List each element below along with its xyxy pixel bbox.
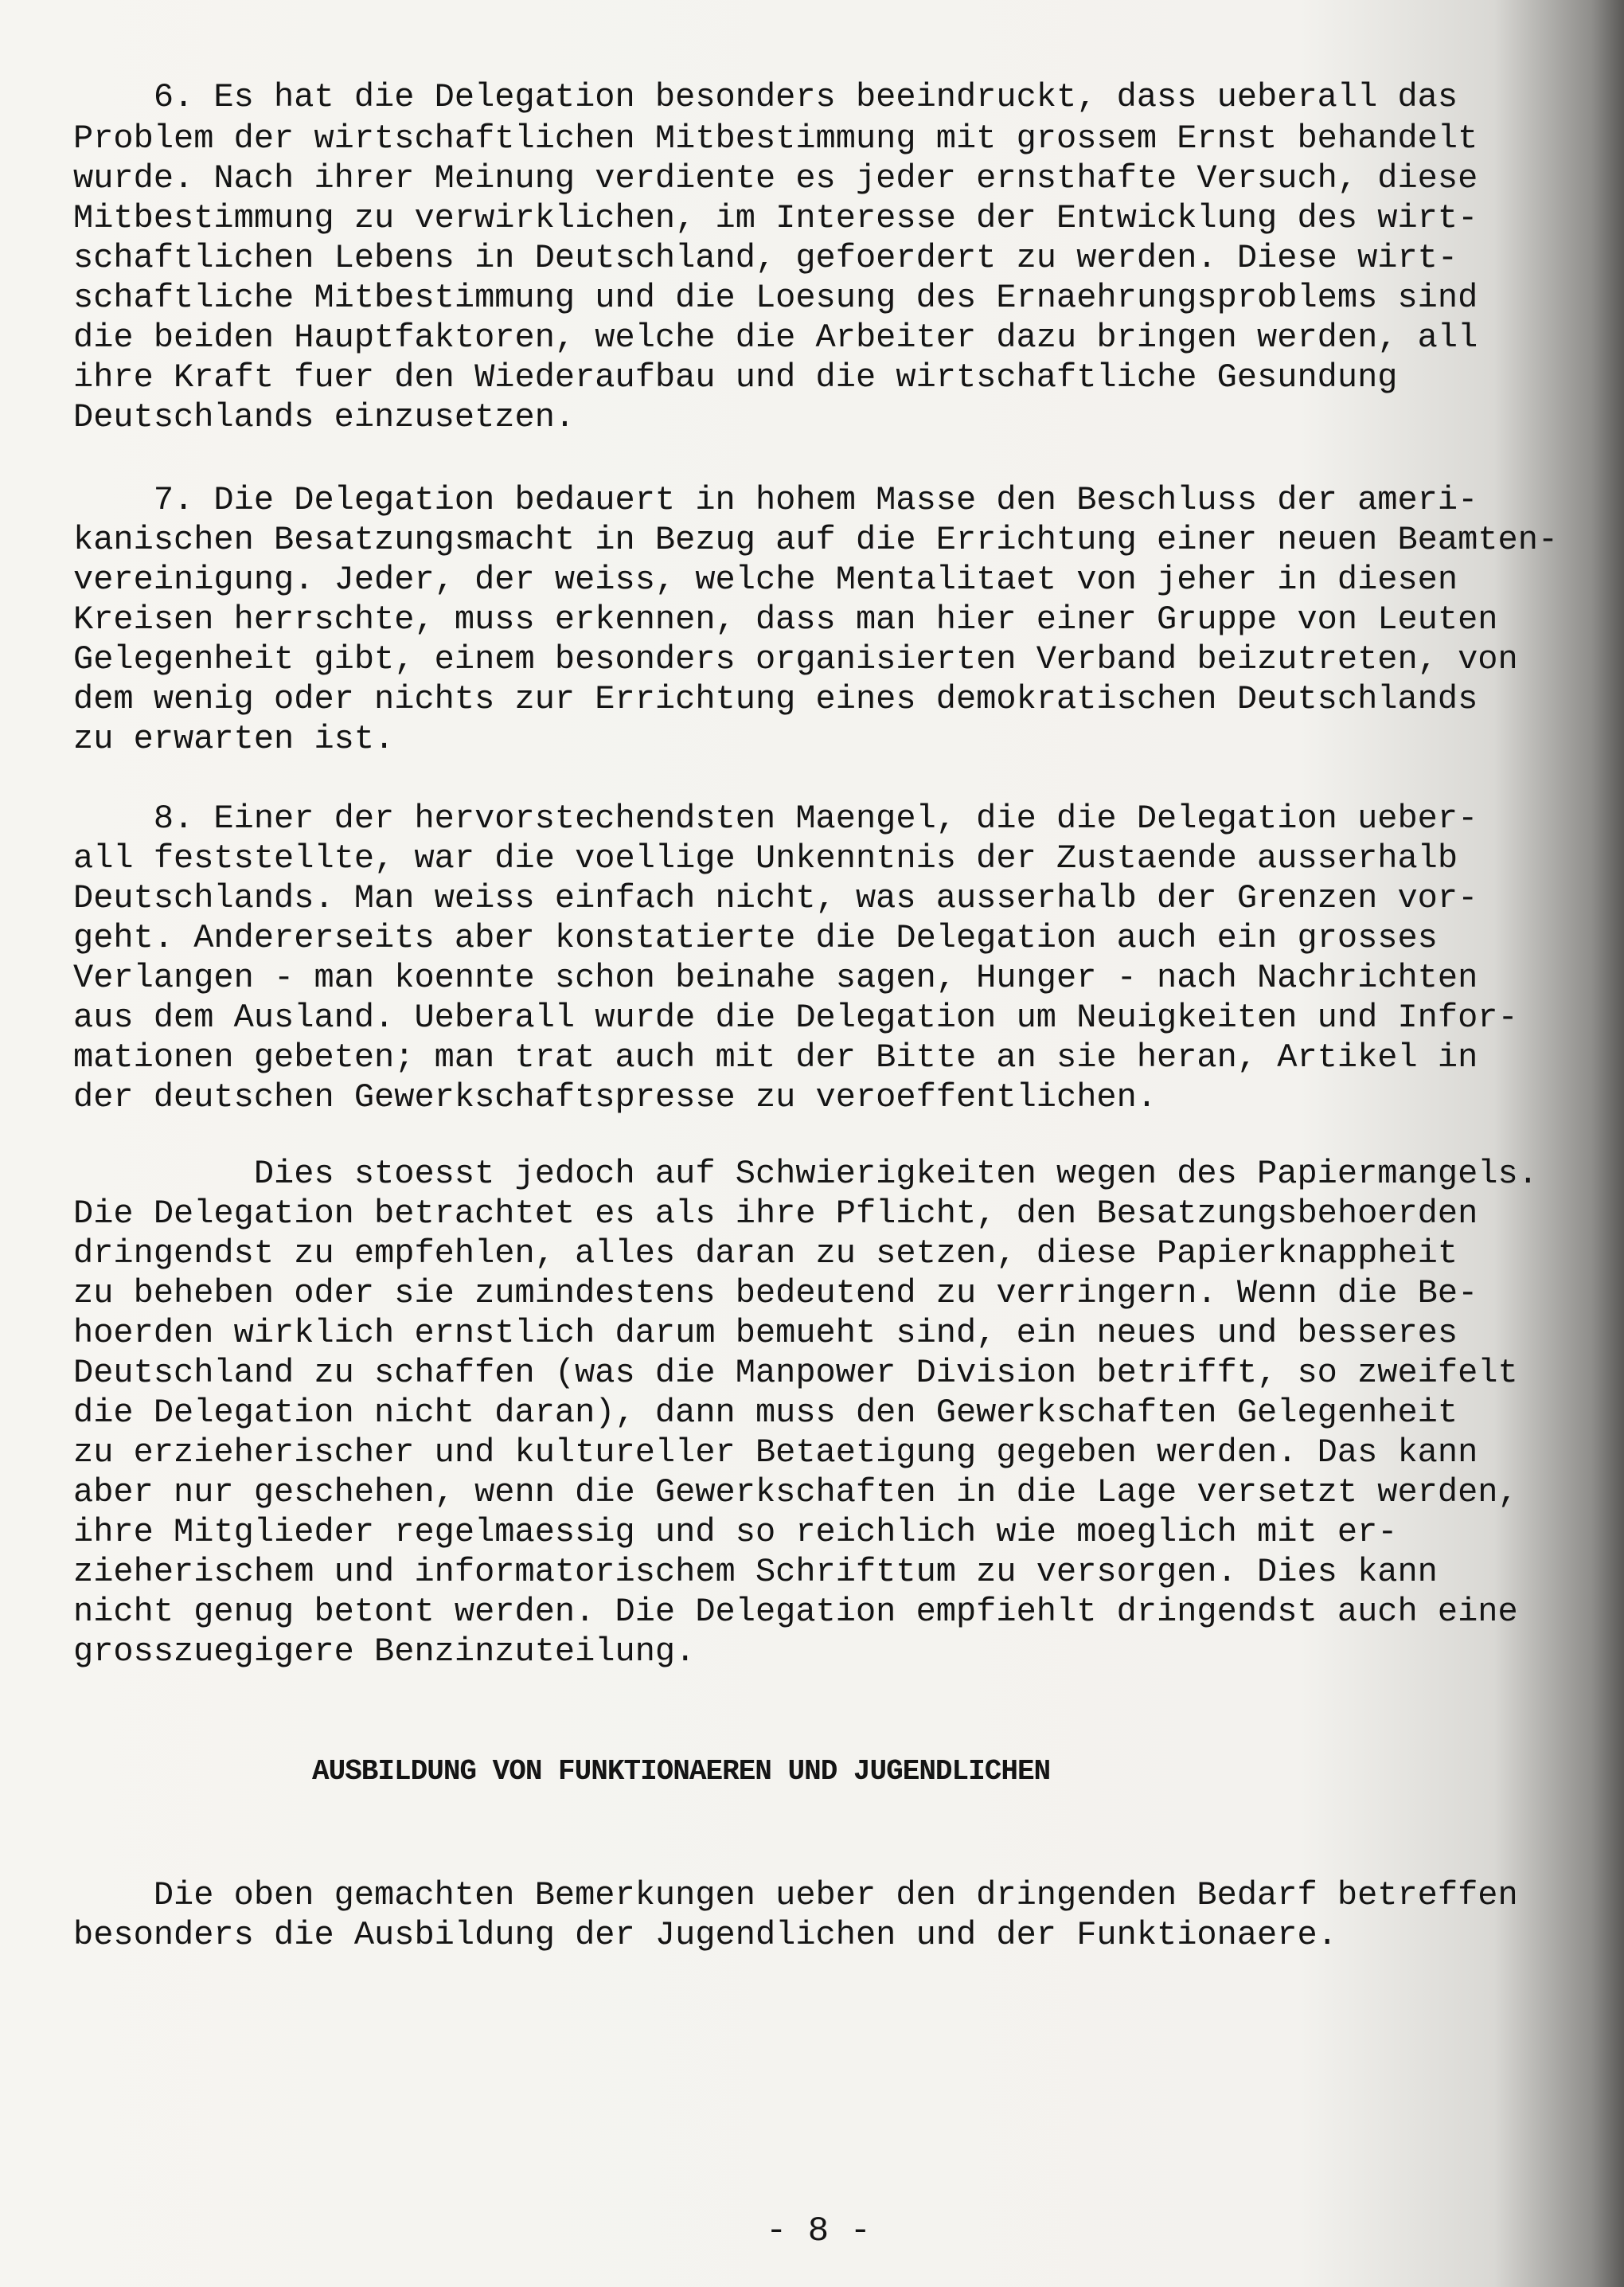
text-line: Die oben gemachten Bemerkungen ueber den dringenden Bedarf betreffen: [73, 1876, 1518, 1914]
section-heading: AUSBILDUNG VON FUNKTIONAEREN UND JUGENDLICHEN: [312, 1755, 1051, 1788]
text-line: geht. Andererseits aber konstatierte die Delegation auch ein grosses: [73, 919, 1438, 957]
text-line: dringendst zu empfehlen, alles daran zu setzen, diese Papierknappheit: [73, 1234, 1458, 1273]
text-line: Deutschlands. Man weiss einfach nicht, was ausserhalb der Grenzen vor-: [73, 879, 1478, 917]
text-line: ihre Kraft fuer den Wiederaufbau und die wirtschaftliche Gesundung: [73, 358, 1398, 397]
text-line: aus dem Ausland. Ueberall wurde die Delegation um Neuigkeiten und Infor-: [73, 999, 1518, 1037]
text-line: Deutschland zu schaffen (was die Manpower Division betrifft, so zweifelt: [73, 1354, 1518, 1392]
text-line: mationen gebeten; man trat auch mit der Bitte an sie heran, Artikel in: [73, 1038, 1478, 1077]
text-line: aber nur geschehen, wenn die Gewerkschaften in die Lage versetzt werden,: [73, 1473, 1518, 1511]
text-line: all feststellte, war die voellige Unkenntnis der Zustaende ausserhalb: [73, 839, 1458, 878]
text-line: Gelegenheit gibt, einem besonders organisierten Verband beizutreten, von: [73, 640, 1518, 678]
text-line: kanischen Besatzungsmacht in Bezug auf die Errichtung einer neuen Beamten-: [73, 521, 1559, 559]
text-line: Dies stoesst jedoch auf Schwierigkeiten wegen des Papiermangels.: [73, 1155, 1538, 1193]
text-line: Kreisen herrschte, muss erkennen, dass man hier einer Gruppe von Leuten: [73, 600, 1498, 639]
text-line: zu beheben oder sie zumindestens bedeutend zu verringern. Wenn die Be-: [73, 1274, 1478, 1312]
text-line: Mitbestimmung zu verwirklichen, im Interesse der Entwicklung des wirt-: [73, 199, 1478, 237]
text-line: die Delegation nicht daran), dann muss den Gewerkschaften Gelegenheit: [73, 1394, 1458, 1432]
text-line: besonders die Ausbildung der Jugendlichen und der Funktionaere.: [73, 1916, 1337, 1954]
text-line: der deutschen Gewerkschaftspresse zu veroeffentlichen.: [73, 1078, 1157, 1116]
text-line: ihre Mitglieder regelmaessig und so reichlich wie moeglich mit er-: [73, 1513, 1398, 1551]
text-line: vereinigung. Jeder, der weiss, welche Mentalitaet von jeher in diesen: [73, 561, 1458, 599]
page-number: - 8 -: [766, 2211, 872, 2251]
text-line: die beiden Hauptfaktoren, welche die Arbeiter dazu bringen werden, all: [73, 319, 1478, 357]
text-line: schaftlichen Lebens in Deutschland, gefoerdert zu werden. Diese wirt-: [73, 239, 1458, 277]
text-line: wurde. Nach ihrer Meinung verdiente es jeder ernsthafte Versuch, diese: [73, 159, 1478, 197]
text-line: schaftliche Mitbestimmung und die Loesung des Ernaehrungsproblems sind: [73, 279, 1478, 317]
text-line: Problem der wirtschaftlichen Mitbestimmung mit grossem Ernst behandelt: [73, 119, 1478, 158]
text-line: grosszuegigere Benzinzuteilung.: [73, 1632, 696, 1671]
text-line: Verlangen - man koennte schon beinahe sagen, Hunger - nach Nachrichten: [73, 959, 1478, 997]
text-line: 6. Es hat die Delegation besonders beeindruckt, dass ueberall das: [73, 78, 1458, 116]
text-line: zu erwarten ist.: [73, 720, 395, 758]
text-line: zu erzieherischer und kultureller Betaetigung gegeben werden. Das kann: [73, 1433, 1478, 1472]
text-line: Deutschlands einzusetzen.: [73, 398, 576, 436]
text-line: 7. Die Delegation bedauert in hohem Masse den Beschluss der ameri-: [73, 481, 1478, 519]
text-line: zieherischem und informatorischem Schrifttum zu versorgen. Dies kann: [73, 1553, 1438, 1591]
text-line: Die Delegation betrachtet es als ihre Pflicht, den Besatzungsbehoerden: [73, 1194, 1478, 1233]
text-line: nicht genug betont werden. Die Delegation empfiehlt dringendst auch eine: [73, 1593, 1518, 1631]
text-line: hoerden wirklich ernstlich darum bemueht sind, ein neues und besseres: [73, 1314, 1458, 1352]
text-line: dem wenig oder nichts zur Errichtung eines demokratischen Deutschlands: [73, 680, 1478, 718]
text-line: 8. Einer der hervorstechendsten Maengel, die die Delegation ueber-: [73, 799, 1478, 838]
